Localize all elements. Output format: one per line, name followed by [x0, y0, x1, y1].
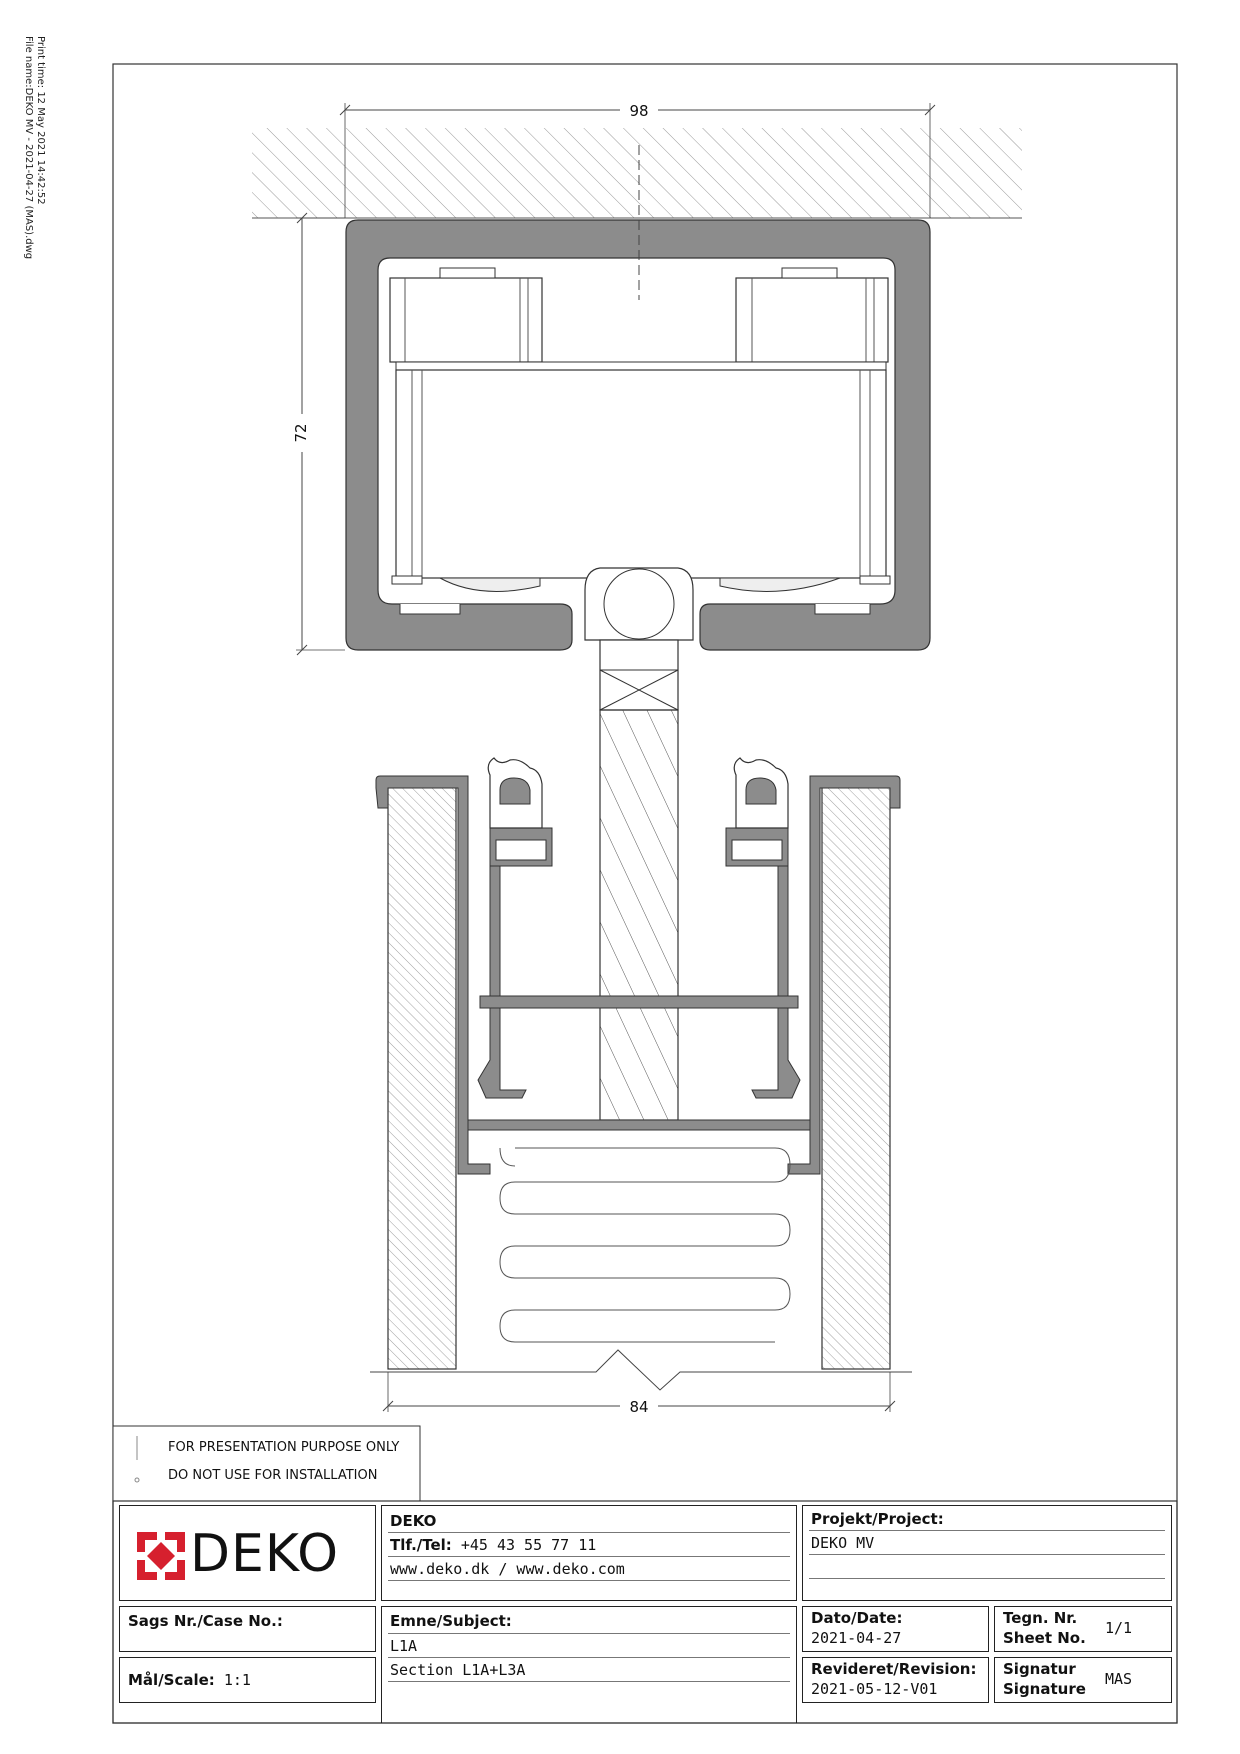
signature-label1: Signatur — [1003, 1660, 1076, 1678]
case-label: Sags Nr./Case No.: — [128, 1612, 283, 1630]
dimension-bottom — [383, 1372, 895, 1416]
subject-line2: Section L1A+L3A — [390, 1661, 526, 1679]
revision-cell — [802, 1657, 989, 1703]
hanger-bolt — [600, 640, 678, 1120]
sheet-value: 1/1 — [1105, 1619, 1133, 1637]
note-installation: DO NOT USE FOR INSTALLATION — [168, 1468, 378, 1483]
print-time: Print time: 12 May 2021 14:42:52 — [35, 36, 46, 205]
signature-value: MAS — [1105, 1670, 1133, 1688]
sheet-label2: Sheet No. — [1003, 1629, 1086, 1647]
scale-cell — [119, 1657, 376, 1703]
guide-block — [585, 568, 693, 640]
seal-right — [734, 758, 788, 828]
sheet-label1: Tegn. Nr. — [1003, 1609, 1078, 1627]
dimension-top-value: 98 — [629, 102, 649, 120]
glass-left — [388, 784, 456, 1369]
trolley — [390, 268, 890, 591]
company-cell — [381, 1505, 797, 1601]
scale-label: Mål/Scale: — [128, 1671, 215, 1689]
deko-logo-icon — [137, 1532, 185, 1580]
subject-cell — [381, 1606, 797, 1723]
date-value: 2021-04-27 — [811, 1629, 902, 1647]
case-cell — [119, 1606, 376, 1652]
tel-label: Tlf./Tel: — [390, 1536, 452, 1554]
glass-right — [822, 784, 890, 1369]
dimension-left-value: 72 — [292, 423, 310, 443]
project-value: DEKO MV — [811, 1534, 875, 1552]
company-web[interactable]: www.deko.dk / www.deko.com — [390, 1560, 625, 1578]
revision-label: Revideret/Revision: — [811, 1660, 977, 1678]
scale-value: 1:1 — [223, 1671, 251, 1689]
seal-left — [488, 758, 542, 828]
ceiling-hatch — [252, 128, 1022, 218]
project-label: Projekt/Project: — [811, 1510, 944, 1528]
date-cell — [802, 1606, 989, 1652]
company-name: DEKO — [390, 1512, 437, 1530]
logo-text: DEKO — [190, 1524, 340, 1584]
note-presentation: FOR PRESENTATION PURPOSE ONLY — [168, 1440, 400, 1455]
signature-cell — [994, 1657, 1172, 1703]
dimension-bottom-value: 84 — [629, 1398, 649, 1416]
dimension-left — [292, 213, 345, 655]
subject-line1: L1A — [390, 1637, 418, 1655]
revision-value: 2021-05-12-V01 — [811, 1680, 938, 1698]
signature-label2: Signature — [1003, 1680, 1086, 1698]
subject-label: Emne/Subject: — [390, 1612, 512, 1630]
notes-box — [113, 1426, 420, 1501]
date-label: Dato/Date: — [811, 1609, 903, 1627]
sheet-cell — [994, 1606, 1172, 1652]
tel-value: +45 43 55 77 11 — [460, 1536, 597, 1554]
file-name: File name:DEKO MV - 2021-04-27 (MAS).dwg — [23, 36, 34, 260]
fabric-folds — [500, 1148, 790, 1342]
logo-cell — [119, 1505, 376, 1601]
project-cell — [802, 1505, 1172, 1601]
